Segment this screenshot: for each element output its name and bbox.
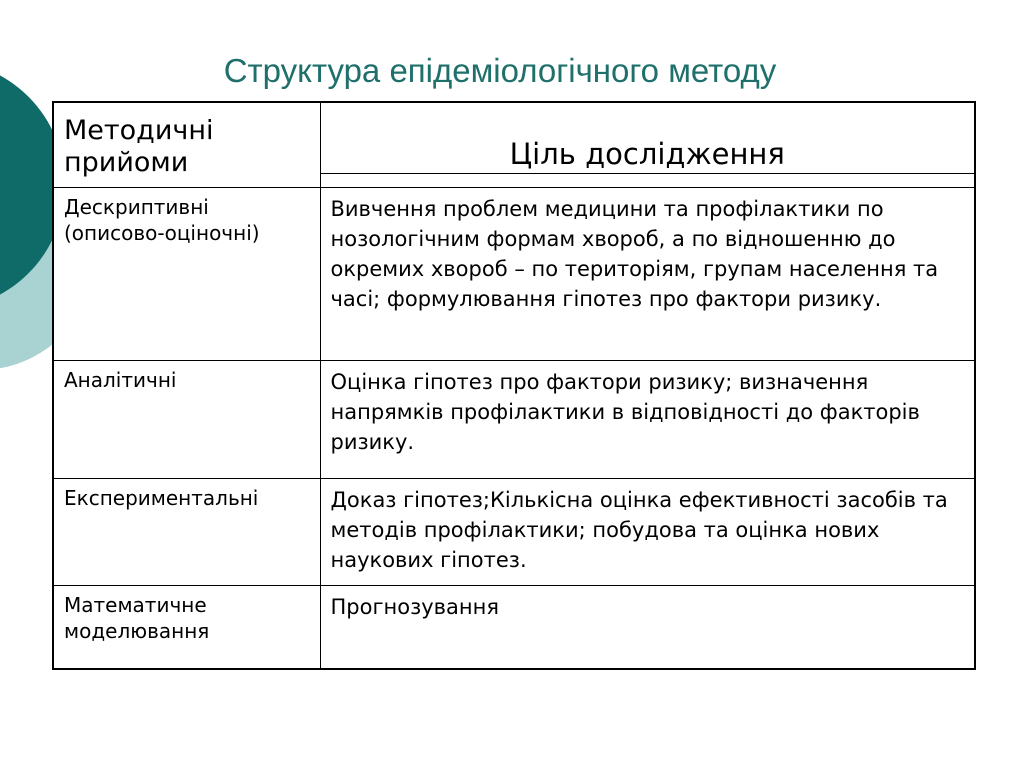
method-cell: Аналітичні xyxy=(53,361,320,479)
table-row xyxy=(53,361,975,479)
header-cell-goal xyxy=(320,102,975,188)
table-row xyxy=(53,586,975,670)
method-cell: Математичне моделювання xyxy=(53,586,320,670)
slide-title: Структура епідеміологічного методу xyxy=(223,52,777,89)
header-divider xyxy=(321,173,975,174)
method-cell: Дескриптивні (описово-оціночні) xyxy=(53,188,320,361)
method-cell: Експериментальні xyxy=(53,479,320,586)
header-methods: Методичні прийоми xyxy=(64,115,214,178)
goal-cell: Вивчення проблем медицини та профілактики по нозологічним формам хвороб, а по відношенню до окремих хвороб – по територіям, групам населення та часі; формулювання гіпотез про фактори ризику. xyxy=(320,188,975,361)
table-header-row xyxy=(53,102,975,188)
header-cell-methods xyxy=(53,102,320,188)
goal-cell: Оцінка гіпотез про фактори ризику; визначення напрямків профілактики в відповідності до факторів ризику. xyxy=(320,361,975,479)
header-goal: Ціль дослідження xyxy=(509,137,785,171)
table-row xyxy=(53,188,975,361)
goal-cell: Прогнозування xyxy=(320,586,975,670)
method-structure-table xyxy=(52,101,976,670)
goal-cell: Доказ гіпотез;Кількісна оцінка ефективності засобів та методів профілактики; побудова та оцінка нових наукових гіпотез. xyxy=(320,479,975,586)
table-row xyxy=(53,479,975,586)
